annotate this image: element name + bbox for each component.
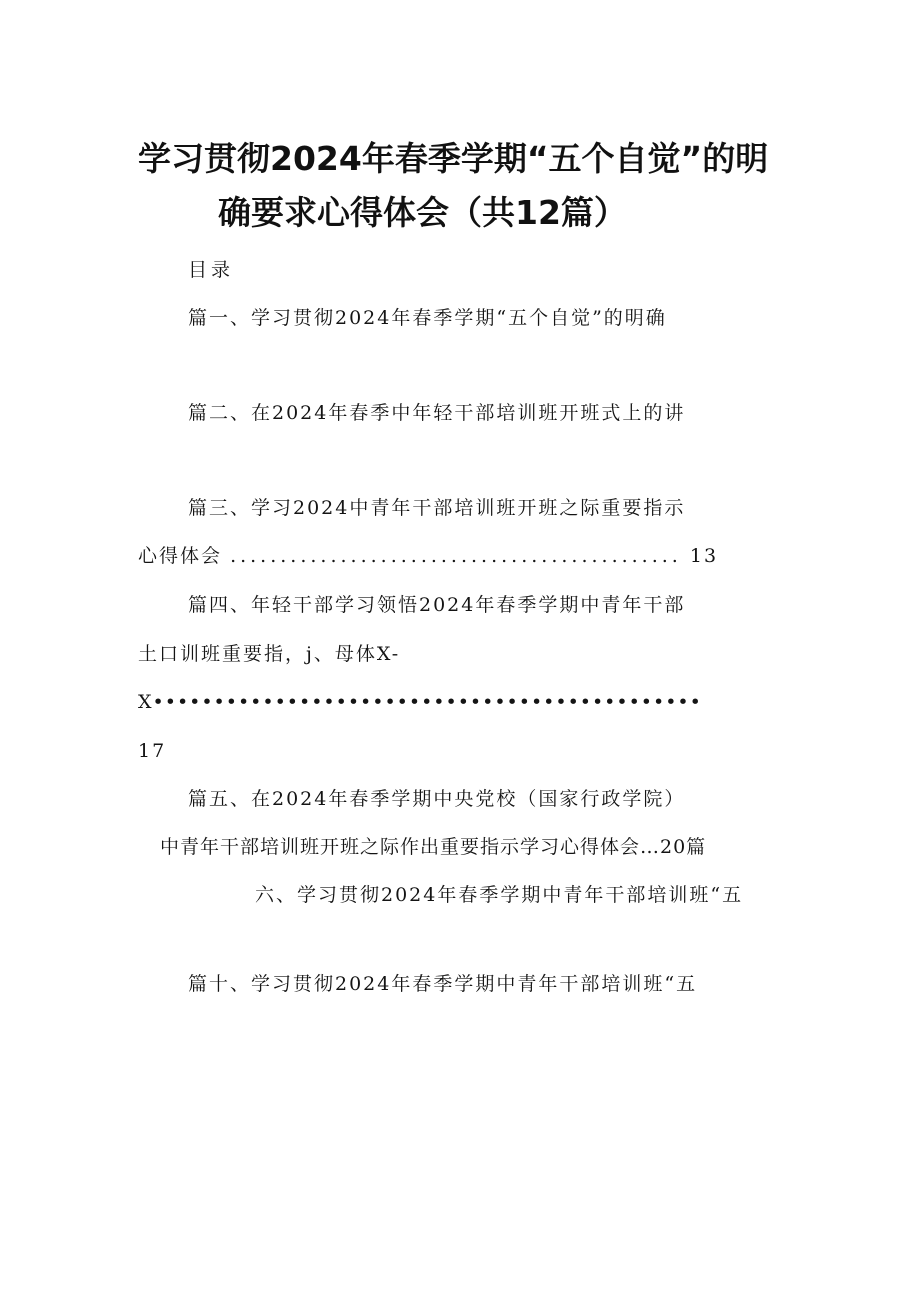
toc-entry-4[interactable]: 篇四、年轻干部学习领悟2024年春季学期中青年干部 [188, 594, 686, 616]
toc-entry-7[interactable]: 篇十、学习贯彻2024年春季学期中青年干部培训班“五 [188, 973, 698, 995]
toc-entry-3-text: 心得体会 [138, 545, 223, 567]
toc-leader-dots: X••••••••••••••••••••••••••••••••••••••••••••• [138, 691, 702, 713]
toc-entry-4-continuation[interactable]: 土口训班重要指，j、母体X- [138, 643, 401, 665]
toc-entry-3[interactable]: 篇三、学习2024中青年干部培训班开班之际重要指示 [188, 497, 686, 519]
toc-entry-3-continuation[interactable] [138, 544, 718, 568]
title-line-2: 确要求心得体会（共12篇） [218, 193, 627, 232]
toc-page-number: 17 [138, 740, 167, 762]
toc-entry-5[interactable]: 篇五、在2024年春季学期中央党校（国家行政学院） [188, 788, 686, 810]
toc-entry-6[interactable]: 六、学习贯彻2024年春季学期中青年干部培训班“五 [255, 884, 744, 906]
toc-entry-1[interactable]: 篇一、学习贯彻2024年春季学期“五个自觉”的明确 [188, 307, 667, 329]
toc-page-number: 13 [689, 545, 719, 567]
toc-leader-dots: ............................................. [230, 545, 682, 567]
toc-heading: 目录 [188, 259, 235, 281]
toc-entry-2[interactable]: 篇二、在2024年春季中年轻干部培训班开班式上的讲 [188, 402, 686, 424]
document-title [138, 132, 798, 240]
title-line-1: 学习贯彻2024年春季学期“五个自觉”的明 [138, 139, 769, 178]
toc-entry-5-continuation[interactable]: 中青年干部培训班开班之际作出重要指示学习心得体会…20篇 [160, 836, 707, 858]
